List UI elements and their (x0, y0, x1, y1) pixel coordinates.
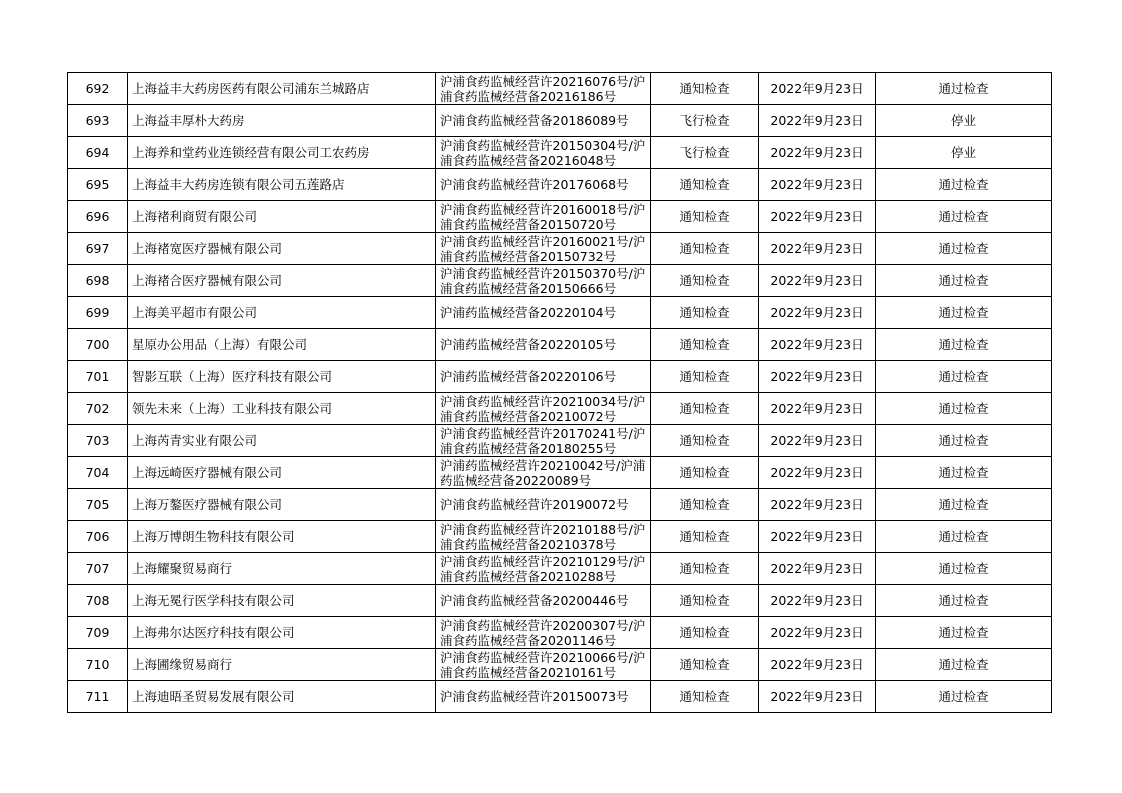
inspection-date-cell: 2022年9月23日 (759, 73, 876, 105)
table-row (68, 457, 1052, 489)
inspection-date-cell: 2022年9月23日 (759, 521, 876, 553)
license-number-cell: 沪浦食药监械经营许20210034号/沪浦食药监械经营备20210072号 (436, 393, 651, 425)
inspection-result-cell: 通过检查 (876, 553, 1052, 585)
row-number-cell: 704 (68, 457, 128, 489)
row-number-cell: 697 (68, 233, 128, 265)
license-number-cell: 沪浦食药监械经营许20210129号/沪浦食药监械经营备20210288号 (436, 553, 651, 585)
inspection-type-cell: 通知检查 (651, 265, 759, 297)
inspection-date-cell: 2022年9月23日 (759, 457, 876, 489)
inspection-result-cell: 通过检查 (876, 329, 1052, 361)
inspection-date-cell: 2022年9月23日 (759, 617, 876, 649)
table-row (68, 137, 1052, 169)
inspection-result-cell: 通过检查 (876, 393, 1052, 425)
inspection-result-cell: 通过检查 (876, 457, 1052, 489)
inspection-date-cell: 2022年9月23日 (759, 489, 876, 521)
inspection-type-cell: 通知检查 (651, 457, 759, 489)
license-number-cell: 沪浦食药监械经营许20160018号/沪浦食药监械经营备20150720号 (436, 201, 651, 233)
row-number-cell: 701 (68, 361, 128, 393)
company-name-cell: 上海益丰大药房连锁有限公司五莲路店 (128, 169, 436, 201)
company-name-cell: 上海养和堂药业连锁经营有限公司工农药房 (128, 137, 436, 169)
license-number-cell: 沪浦食药监械经营许20190072号 (436, 489, 651, 521)
inspection-type-cell: 通知检查 (651, 425, 759, 457)
inspection-date-cell: 2022年9月23日 (759, 393, 876, 425)
inspection-type-cell: 通知检查 (651, 73, 759, 105)
company-name-cell: 上海益丰大药房医药有限公司浦东兰城路店 (128, 73, 436, 105)
row-number-cell: 708 (68, 585, 128, 617)
inspection-type-cell: 通知检查 (651, 169, 759, 201)
row-number-cell: 709 (68, 617, 128, 649)
row-number-cell: 711 (68, 681, 128, 713)
table-row (68, 617, 1052, 649)
inspection-type-cell: 飞行检查 (651, 105, 759, 137)
table-row (68, 393, 1052, 425)
inspection-type-cell: 通知检查 (651, 553, 759, 585)
company-name-cell: 上海耀聚贸易商行 (128, 553, 436, 585)
license-number-cell: 沪浦食药监械经营许20216076号/沪浦食药监械经营备20216186号 (436, 73, 651, 105)
inspection-result-cell: 通过检查 (876, 201, 1052, 233)
table-row (68, 681, 1052, 713)
table-row (68, 553, 1052, 585)
table-row (68, 233, 1052, 265)
row-number-cell: 707 (68, 553, 128, 585)
license-number-cell: 沪浦食药监械经营许20210188号/沪浦食药监械经营备20210378号 (436, 521, 651, 553)
table-row (68, 489, 1052, 521)
inspection-result-cell: 通过检查 (876, 169, 1052, 201)
inspection-type-cell: 通知检查 (651, 233, 759, 265)
company-name-cell: 领先未来（上海）工业科技有限公司 (128, 393, 436, 425)
row-number-cell: 693 (68, 105, 128, 137)
inspection-date-cell: 2022年9月23日 (759, 553, 876, 585)
table-body (68, 73, 1052, 713)
row-number-cell: 698 (68, 265, 128, 297)
table-row (68, 73, 1052, 105)
company-name-cell: 上海万博朗生物科技有限公司 (128, 521, 436, 553)
row-number-cell: 694 (68, 137, 128, 169)
row-number-cell: 696 (68, 201, 128, 233)
table-row (68, 425, 1052, 457)
inspection-date-cell: 2022年9月23日 (759, 681, 876, 713)
inspection-result-cell: 停业 (876, 137, 1052, 169)
inspection-type-cell: 通知检查 (651, 201, 759, 233)
company-name-cell: 上海远崎医疗器械有限公司 (128, 457, 436, 489)
table-row (68, 361, 1052, 393)
company-name-cell: 上海迪晤圣贸易发展有限公司 (128, 681, 436, 713)
inspection-type-cell: 通知检查 (651, 361, 759, 393)
inspection-result-cell: 通过检查 (876, 425, 1052, 457)
inspection-result-cell: 通过检查 (876, 585, 1052, 617)
inspection-result-cell: 通过检查 (876, 73, 1052, 105)
inspection-result-cell: 通过检查 (876, 233, 1052, 265)
company-name-cell: 上海褚利商贸有限公司 (128, 201, 436, 233)
license-number-cell: 沪浦药监械经营备20220105号 (436, 329, 651, 361)
inspection-result-cell: 通过检查 (876, 681, 1052, 713)
license-number-cell: 沪浦食药监械经营许20150370号/沪浦食药监械经营备20150666号 (436, 265, 651, 297)
license-number-cell: 沪浦食药监械经营许20150073号 (436, 681, 651, 713)
license-number-cell: 沪浦食药监械经营许20150304号/沪浦食药监械经营备20216048号 (436, 137, 651, 169)
inspection-type-cell: 通知检查 (651, 585, 759, 617)
inspection-type-cell: 通知检查 (651, 521, 759, 553)
license-number-cell: 沪浦食药监械经营备20200446号 (436, 585, 651, 617)
inspection-result-cell: 通过检查 (876, 649, 1052, 681)
inspection-date-cell: 2022年9月23日 (759, 361, 876, 393)
inspection-date-cell: 2022年9月23日 (759, 105, 876, 137)
inspection-result-cell: 通过检查 (876, 265, 1052, 297)
inspection-date-cell: 2022年9月23日 (759, 585, 876, 617)
inspection-date-cell: 2022年9月23日 (759, 329, 876, 361)
license-number-cell: 沪浦食药监械经营许20200307号/沪浦食药监械经营备20201146号 (436, 617, 651, 649)
inspection-type-cell: 通知检查 (651, 329, 759, 361)
table-row (68, 105, 1052, 137)
table-row (68, 201, 1052, 233)
row-number-cell: 702 (68, 393, 128, 425)
row-number-cell: 692 (68, 73, 128, 105)
company-name-cell: 上海褚宽医疗器械有限公司 (128, 233, 436, 265)
license-number-cell: 沪浦食药监械经营许20160021号/沪浦食药监械经营备20150732号 (436, 233, 651, 265)
company-name-cell: 智影互联（上海）医疗科技有限公司 (128, 361, 436, 393)
inspection-date-cell: 2022年9月23日 (759, 137, 876, 169)
inspection-date-cell: 2022年9月23日 (759, 265, 876, 297)
inspection-type-cell: 飞行检查 (651, 137, 759, 169)
inspection-date-cell: 2022年9月23日 (759, 233, 876, 265)
row-number-cell: 700 (68, 329, 128, 361)
row-number-cell: 706 (68, 521, 128, 553)
table-row (68, 329, 1052, 361)
inspection-result-cell: 通过检查 (876, 617, 1052, 649)
table-row (68, 169, 1052, 201)
table-row (68, 297, 1052, 329)
license-number-cell: 沪浦食药监械经营许20210066号/沪浦食药监械经营备20210161号 (436, 649, 651, 681)
inspection-type-cell: 通知检查 (651, 649, 759, 681)
row-number-cell: 705 (68, 489, 128, 521)
inspection-records-table (67, 72, 1052, 713)
inspection-result-cell: 通过检查 (876, 361, 1052, 393)
company-name-cell: 上海弗尔达医疗科技有限公司 (128, 617, 436, 649)
row-number-cell: 695 (68, 169, 128, 201)
company-name-cell: 上海芮青实业有限公司 (128, 425, 436, 457)
inspection-date-cell: 2022年9月23日 (759, 649, 876, 681)
company-name-cell: 上海益丰厚朴大药房 (128, 105, 436, 137)
inspection-result-cell: 通过检查 (876, 521, 1052, 553)
license-number-cell: 沪浦药监械经营备20220106号 (436, 361, 651, 393)
company-name-cell: 上海圃缘贸易商行 (128, 649, 436, 681)
company-name-cell: 上海美平超市有限公司 (128, 297, 436, 329)
license-number-cell: 沪浦药监械经营许20210042号/沪浦药监械经营备20220089号 (436, 457, 651, 489)
license-number-cell: 沪浦食药监械经营备20186089号 (436, 105, 651, 137)
inspection-table-page (67, 72, 1051, 713)
company-name-cell: 上海褚合医疗器械有限公司 (128, 265, 436, 297)
inspection-type-cell: 通知检查 (651, 393, 759, 425)
license-number-cell: 沪浦食药监械经营许20176068号 (436, 169, 651, 201)
inspection-date-cell: 2022年9月23日 (759, 201, 876, 233)
row-number-cell: 710 (68, 649, 128, 681)
inspection-type-cell: 通知检查 (651, 617, 759, 649)
license-number-cell: 沪浦药监械经营备20220104号 (436, 297, 651, 329)
inspection-result-cell: 通过检查 (876, 489, 1052, 521)
table-row (68, 521, 1052, 553)
inspection-date-cell: 2022年9月23日 (759, 297, 876, 329)
table-row (68, 585, 1052, 617)
company-name-cell: 星原办公用品（上海）有限公司 (128, 329, 436, 361)
table-row (68, 649, 1052, 681)
company-name-cell: 上海万鏊医疗器械有限公司 (128, 489, 436, 521)
inspection-date-cell: 2022年9月23日 (759, 169, 876, 201)
license-number-cell: 沪浦食药监械经营许20170241号/沪浦食药监械经营备20180255号 (436, 425, 651, 457)
row-number-cell: 703 (68, 425, 128, 457)
inspection-result-cell: 通过检查 (876, 297, 1052, 329)
inspection-type-cell: 通知检查 (651, 681, 759, 713)
company-name-cell: 上海无冕行医学科技有限公司 (128, 585, 436, 617)
table-row (68, 265, 1052, 297)
inspection-type-cell: 通知检查 (651, 489, 759, 521)
row-number-cell: 699 (68, 297, 128, 329)
inspection-result-cell: 停业 (876, 105, 1052, 137)
inspection-type-cell: 通知检查 (651, 297, 759, 329)
inspection-date-cell: 2022年9月23日 (759, 425, 876, 457)
